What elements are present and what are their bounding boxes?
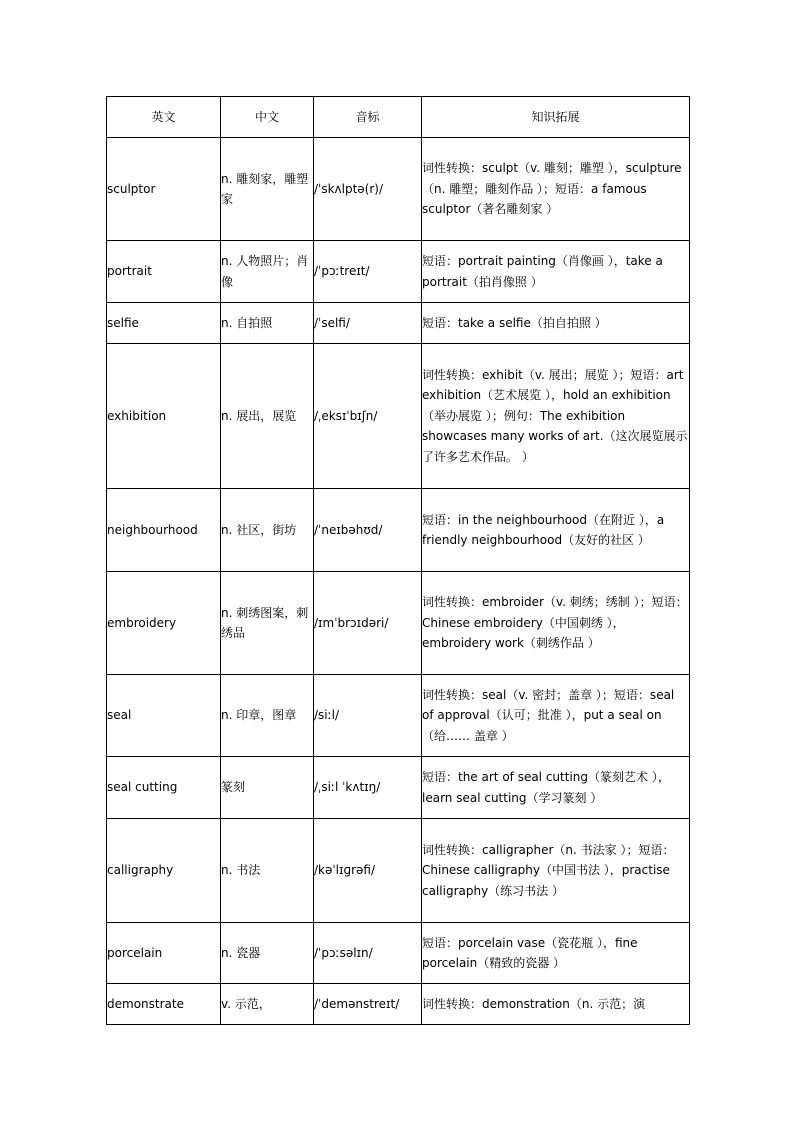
table-header-row <box>107 97 690 138</box>
cell-english: exhibition <box>107 344 221 489</box>
cell-chinese: n. 人物照片；肖像 <box>221 241 314 303</box>
cell-chinese: n. 自拍照 <box>221 303 314 344</box>
table-row <box>107 819 690 923</box>
cell-knowledge: 短语：the art of seal cutting（篆刻艺术 ），learn seal cutting（学习篆刻 ） <box>422 757 690 819</box>
table-row <box>107 303 690 344</box>
cell-english: embroidery <box>107 572 221 675</box>
cell-phonetic: /siːl/ <box>314 675 422 757</box>
cell-english: neighbourhood <box>107 489 221 572</box>
cell-knowledge: 词性转换：seal（v. 密封；盖章 ）；短语：seal of approval（认可；批准 ），put a seal on（给…… 盖章 ） <box>422 675 690 757</box>
table-row <box>107 572 690 675</box>
table-row <box>107 923 690 984</box>
cell-chinese: n. 印章，图章 <box>221 675 314 757</box>
cell-phonetic: /ˈneɪbəhʊd/ <box>314 489 422 572</box>
table-row <box>107 241 690 303</box>
table-row <box>107 675 690 757</box>
cell-chinese: v. 示范， <box>221 984 314 1025</box>
cell-chinese: n. 瓷器 <box>221 923 314 984</box>
cell-phonetic: /ˈdemənstreɪt/ <box>314 984 422 1025</box>
table-row <box>107 138 690 241</box>
cell-english: portrait <box>107 241 221 303</box>
cell-chinese: n. 雕刻家，雕塑家 <box>221 138 314 241</box>
cell-knowledge: 短语：portrait painting（肖像画 ），take a portrait（拍肖像照 ） <box>422 241 690 303</box>
cell-chinese: 篆刻 <box>221 757 314 819</box>
cell-english: sculptor <box>107 138 221 241</box>
header-english: 英文 <box>107 97 221 138</box>
cell-phonetic: /ˈpɔːsəlɪn/ <box>314 923 422 984</box>
table-row <box>107 489 690 572</box>
header-chinese: 中文 <box>221 97 314 138</box>
table-row <box>107 984 690 1025</box>
cell-phonetic: /ɪmˈbrɔɪdəri/ <box>314 572 422 675</box>
cell-chinese: n. 刺绣图案，刺绣品 <box>221 572 314 675</box>
cell-phonetic: /ˌsiːl ˈkʌtɪŋ/ <box>314 757 422 819</box>
header-phonetic: 音标 <box>314 97 422 138</box>
vocabulary-table <box>106 96 690 1025</box>
cell-phonetic: /ˌeksɪˈbɪʃn/ <box>314 344 422 489</box>
cell-english: selfie <box>107 303 221 344</box>
cell-english: calligraphy <box>107 819 221 923</box>
cell-english: demonstrate <box>107 984 221 1025</box>
cell-knowledge: 短语：in the neighbourhood（在附近 ），a friendly neighbourhood（友好的社区 ） <box>422 489 690 572</box>
cell-knowledge: 词性转换：sculpt（v. 雕刻；雕塑 ），sculpture（n. 雕塑；雕刻作品 ）；短语：a famous sculptor（著名雕刻家 ） <box>422 138 690 241</box>
cell-knowledge: 词性转换：exhibit（v. 展出；展览 ）；短语：art exhibition（艺术展览 ），hold an exhibition（举办展览 ）；例句：The exhibition showcases many works of art.（这次展览展示了许多艺术作品。 ） <box>422 344 690 489</box>
cell-knowledge: 短语：porcelain vase（瓷花瓶 ），fine porcelain（精致的瓷器 ） <box>422 923 690 984</box>
cell-phonetic: /ˈskʌlptə(r)/ <box>314 138 422 241</box>
cell-english: porcelain <box>107 923 221 984</box>
cell-chinese: n. 社区，街坊 <box>221 489 314 572</box>
cell-phonetic: /ˈpɔːtreɪt/ <box>314 241 422 303</box>
cell-knowledge: 短语：take a selfie（拍自拍照 ） <box>422 303 690 344</box>
cell-knowledge: 词性转换：demonstration（n. 示范；演 <box>422 984 690 1025</box>
cell-chinese: n. 书法 <box>221 819 314 923</box>
cell-chinese: n. 展出，展览 <box>221 344 314 489</box>
header-knowledge: 知识拓展 <box>422 97 690 138</box>
cell-phonetic: /ˈselfi/ <box>314 303 422 344</box>
cell-english: seal cutting <box>107 757 221 819</box>
table-row <box>107 757 690 819</box>
cell-english: seal <box>107 675 221 757</box>
table-row <box>107 344 690 489</box>
cell-knowledge: 词性转换：calligrapher（n. 书法家 ）；短语：Chinese calligraphy（中国书法 ），practise calligraphy（练习书法 ） <box>422 819 690 923</box>
cell-knowledge: 词性转换：embroider（v. 刺绣；绣制 ）；短语：Chinese embroidery（中国刺绣 ），embroidery work（刺绣作品 ） <box>422 572 690 675</box>
cell-phonetic: /kəˈlɪɡrəfi/ <box>314 819 422 923</box>
